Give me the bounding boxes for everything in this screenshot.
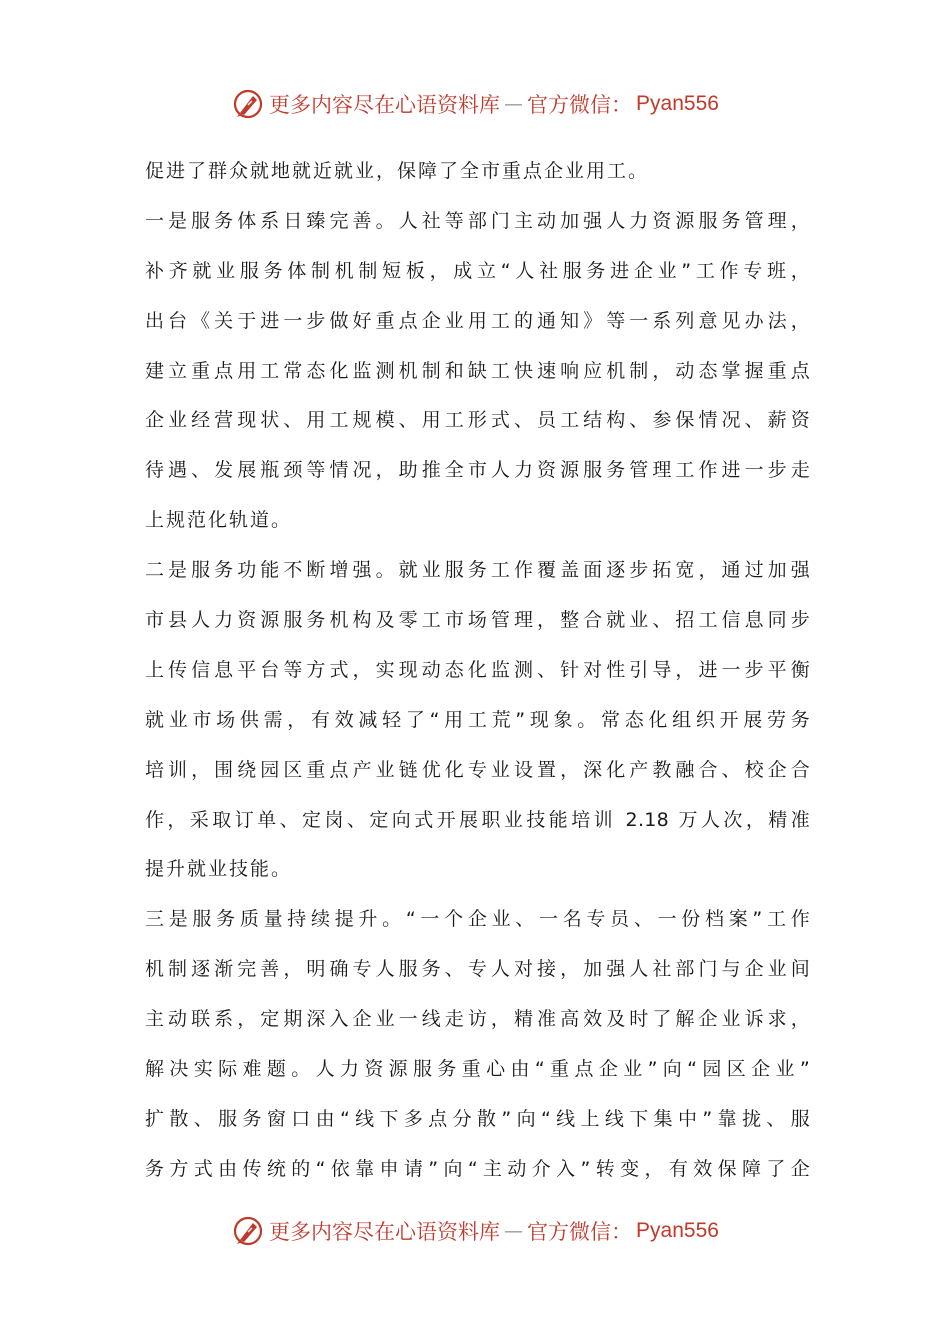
text-line: 出台《关于进一步做好重点企业用工的通知》等一系列意见办法， [145,309,810,332]
footer-wechat-id: Pyan556 [636,1219,719,1242]
text-line: 建立重点用工常态化监测机制和缺工快速响应机制，动态掌握重点 [145,359,810,382]
header-banner-content [231,87,719,121]
text-line: 市县人力资源服务机构及零工市场管理，整合就业、招工信息同步 [145,609,810,632]
text-line: 补齐就业服务体制机制短板，成立“人社服务进企业”工作专班， [145,259,810,282]
text-line: 培训，围绕园区重点产业链优化专业设置，深化产教融合、校企合 [145,758,810,781]
text-line: 上规范化轨道。 [145,509,293,532]
header-brand-text: 更多内容尽在心语资料库 [269,93,501,117]
text-line: 上传信息平台等方式，实现动态化监测、针对性引导，进一步平衡 [145,658,810,681]
text-line: 务方式由传统的“依靠申请”向“主动介入”转变，有效保障了企 [145,1157,810,1180]
text-line: 就业市场供需，有效减轻了“用工荒”现象。常态化组织开展劳务 [145,708,810,731]
text-line: 提升就业技能。 [145,858,293,881]
pen-nib-icon [231,87,265,121]
text-line: 促进了群众就地就近就业，保障了全市重点企业用工。 [145,160,650,182]
header-contact-text: 官方微信： [527,93,633,117]
text-line: 待遇、发展瓶颈等情况，助推全市人力资源服务管理工作进一步走 [145,459,810,482]
text-line: 主动联系，定期深入企业一线走访，精准高效及时了解企业诉求， [145,1008,810,1031]
pen-nib-icon [231,1214,265,1248]
header-dash: — [504,93,524,115]
footer-brand-text: 更多内容尽在心语资料库 [269,1220,501,1244]
footer-contact-text: 官方微信： [527,1220,633,1244]
footer-banner [0,1211,950,1251]
text-line: 机制逐渐完善，明确专人服务、专人对接，加强人社部门与企业间 [145,958,810,981]
text-line: 一是服务体系日臻完善。人社等部门主动加强人力资源服务管理， [145,209,810,232]
footer-banner-content [231,1214,719,1248]
text-line: 三是服务质量持续提升。“一个企业、一名专员、一份档案”工作 [145,908,810,931]
document-body [145,147,810,1195]
text-line: 解决实际难题。人力资源服务重心由“重点企业”向“园区企业” [145,1058,810,1081]
footer-dash: — [504,1220,524,1242]
text-line: 作，采取订单、定岗、定向式开展职业技能培训 2.18 万人次，精准 [145,808,810,831]
header-banner [0,84,950,124]
text-line: 二是服务功能不断增强。就业服务工作覆盖面逐步拓宽，通过加强 [145,559,810,582]
header-wechat-id: Pyan556 [636,92,719,115]
text-line: 扩散、服务窗口由“线下多点分散”向“线上线下集中”靠拢、服 [145,1107,810,1130]
text-line: 企业经营现状、用工规模、用工形式、员工结构、参保情况、薪资 [145,409,810,432]
